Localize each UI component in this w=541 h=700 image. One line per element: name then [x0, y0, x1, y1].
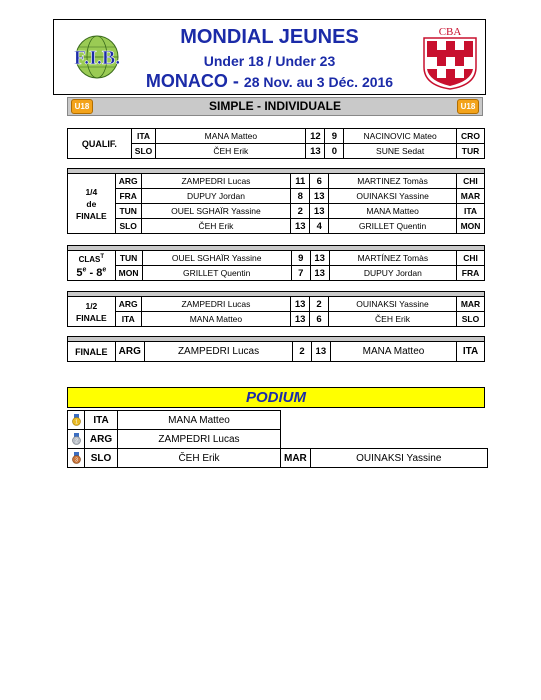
podium-table — [67, 410, 488, 468]
score: 13 — [311, 342, 330, 362]
player-name: NACINOVIC Mateo — [344, 129, 457, 144]
country-code: ITA — [457, 342, 485, 362]
round-label: 1/2 FINALE — [68, 297, 116, 327]
country-code: ITA — [85, 411, 118, 430]
cba-logo-text: CBA — [438, 26, 462, 38]
silver-medal-icon — [71, 433, 82, 445]
player-name: SUNE Sedat — [344, 144, 457, 159]
score: 0 — [325, 144, 344, 159]
player-name: ČEH Erik — [141, 219, 291, 234]
country-code: MAR — [281, 449, 311, 468]
label-range-a: 5 — [76, 267, 83, 280]
country-code: MAR — [457, 297, 485, 312]
player-name: MANA Matteo — [141, 312, 291, 327]
round-label: FINALE — [68, 342, 116, 362]
fib-logo-text: F.I.B. — [73, 47, 121, 69]
label-range-sup-b: e — [102, 266, 107, 274]
classement-table — [67, 245, 485, 281]
player-name: OUINAKSI Yassine — [329, 297, 457, 312]
player-name: MARTINEZ Tomàs — [329, 174, 457, 189]
player-name: OUINAKSI Yassine — [310, 449, 487, 468]
player-name: ČEH Erik — [329, 312, 457, 327]
table-row — [68, 129, 485, 144]
score: 13 — [310, 251, 329, 266]
country-code: ITA — [456, 204, 484, 219]
country-code: CRO — [456, 129, 484, 144]
player-name: ČEH Erik — [118, 449, 281, 468]
table-row — [68, 411, 488, 430]
gold-medal-icon — [71, 414, 82, 426]
country-code: SLO — [85, 449, 118, 468]
round-label: QUALIF. — [68, 129, 132, 159]
round-label — [68, 251, 116, 281]
dates: 28 Nov. au 3 Déc. 2016 — [243, 74, 394, 90]
player-name: MANA Matteo — [329, 204, 457, 219]
score: 7 — [291, 266, 310, 281]
quarter-final-table — [67, 168, 485, 234]
table-row — [68, 266, 485, 281]
score: 13 — [310, 189, 329, 204]
location: MONACO - — [145, 71, 239, 91]
country-code: SLO — [131, 144, 155, 159]
country-code: FRA — [457, 266, 485, 281]
final-table — [67, 336, 485, 362]
player-name: OUINAKSI Yassine — [329, 189, 457, 204]
country-code: TUN — [115, 204, 141, 219]
score: 12 — [306, 129, 325, 144]
country-code: FRA — [115, 189, 141, 204]
country-code: SLO — [115, 219, 141, 234]
player-name: MARTÍNEZ Tomàs — [329, 251, 456, 266]
u18-badge-right: U18 — [457, 99, 479, 114]
medal-cell — [68, 430, 85, 449]
country-code: MAR — [456, 189, 484, 204]
player-name: ZAMPEDRI Lucas — [144, 342, 292, 362]
label-range-b: - 8 — [86, 267, 103, 280]
table-row — [68, 204, 485, 219]
player-name: DUPUY Jordan — [141, 189, 291, 204]
score: 13 — [306, 144, 325, 159]
event-title: SIMPLE - INDIVIDUALE — [208, 99, 341, 113]
player-name: GRILLET Quentin — [329, 219, 457, 234]
country-code: ARG — [115, 174, 141, 189]
score: 2 — [310, 297, 329, 312]
score: 13 — [310, 266, 329, 281]
svg-text:1: 1 — [74, 419, 78, 426]
score: 9 — [291, 251, 310, 266]
score: 6 — [310, 174, 329, 189]
score: 2 — [291, 204, 310, 219]
table-row — [68, 342, 485, 362]
player-name: MANA Matteo — [156, 129, 306, 144]
event-title-bar — [67, 97, 483, 116]
label-clas: CLAS — [78, 254, 101, 264]
score: 13 — [291, 297, 310, 312]
player-name: ZAMPEDRI Lucas — [141, 297, 291, 312]
score: 2 — [293, 342, 312, 362]
label-range — [76, 267, 106, 279]
table-row — [68, 219, 485, 234]
score: 13 — [291, 219, 310, 234]
page-title: MONDIAL JEUNES — [180, 26, 359, 48]
table-row — [68, 312, 485, 327]
country-code: ARG — [115, 342, 144, 362]
country-code: TUN — [115, 251, 142, 266]
table-row — [68, 430, 488, 449]
table-row — [68, 174, 485, 189]
medal-cell — [68, 411, 85, 430]
country-code: MON — [456, 219, 484, 234]
medal-cell — [68, 449, 85, 468]
country-code: SLO — [457, 312, 485, 327]
player-name: GRILLET Quentin — [142, 266, 291, 281]
header-box — [53, 19, 486, 95]
podium-title: PODIUM — [67, 387, 485, 408]
score: 13 — [291, 312, 310, 327]
country-code: TUR — [456, 144, 484, 159]
player-name: MANA Matteo — [330, 342, 456, 362]
score: 9 — [325, 129, 344, 144]
score: 13 — [310, 204, 329, 219]
country-code: ITA — [131, 129, 155, 144]
u18-badge-left: U18 — [71, 99, 93, 114]
label-range-sup-a: e — [82, 266, 87, 274]
table-row — [68, 189, 485, 204]
country-code: ITA — [115, 312, 141, 327]
player-name: ČEH Erik — [156, 144, 306, 159]
score: 4 — [310, 219, 329, 234]
country-code: CHI — [456, 174, 484, 189]
round-label: 1/4 de FINALE — [68, 174, 116, 234]
page-subtitle: Under 18 / Under 23 — [203, 53, 336, 69]
qualif-table — [67, 128, 485, 159]
svg-text:2: 2 — [74, 438, 78, 445]
score: 8 — [291, 189, 310, 204]
table-row — [68, 251, 485, 266]
score: 11 — [291, 174, 310, 189]
label-clas-sup: T — [100, 253, 105, 260]
country-code: CHI — [457, 251, 485, 266]
player-name: OUEL SGHAÏR Yassine — [142, 251, 291, 266]
table-row — [68, 297, 485, 312]
country-code: ARG — [85, 430, 118, 449]
cba-logo — [418, 23, 482, 91]
country-code: ARG — [115, 297, 141, 312]
bronze-medal-icon — [71, 452, 82, 464]
table-row — [68, 449, 488, 468]
player-name: DUPUY Jordan — [329, 266, 456, 281]
player-name: ZAMPEDRI Lucas — [141, 174, 291, 189]
player-name: OUEL SGHAÏR Yassine — [141, 204, 291, 219]
country-code: MON — [115, 266, 142, 281]
semi-final-table — [67, 291, 485, 327]
player-name: ZAMPEDRI Lucas — [118, 430, 281, 449]
svg-text:3: 3 — [74, 457, 78, 464]
player-name: MANA Matteo — [118, 411, 281, 430]
score: 6 — [310, 312, 329, 327]
